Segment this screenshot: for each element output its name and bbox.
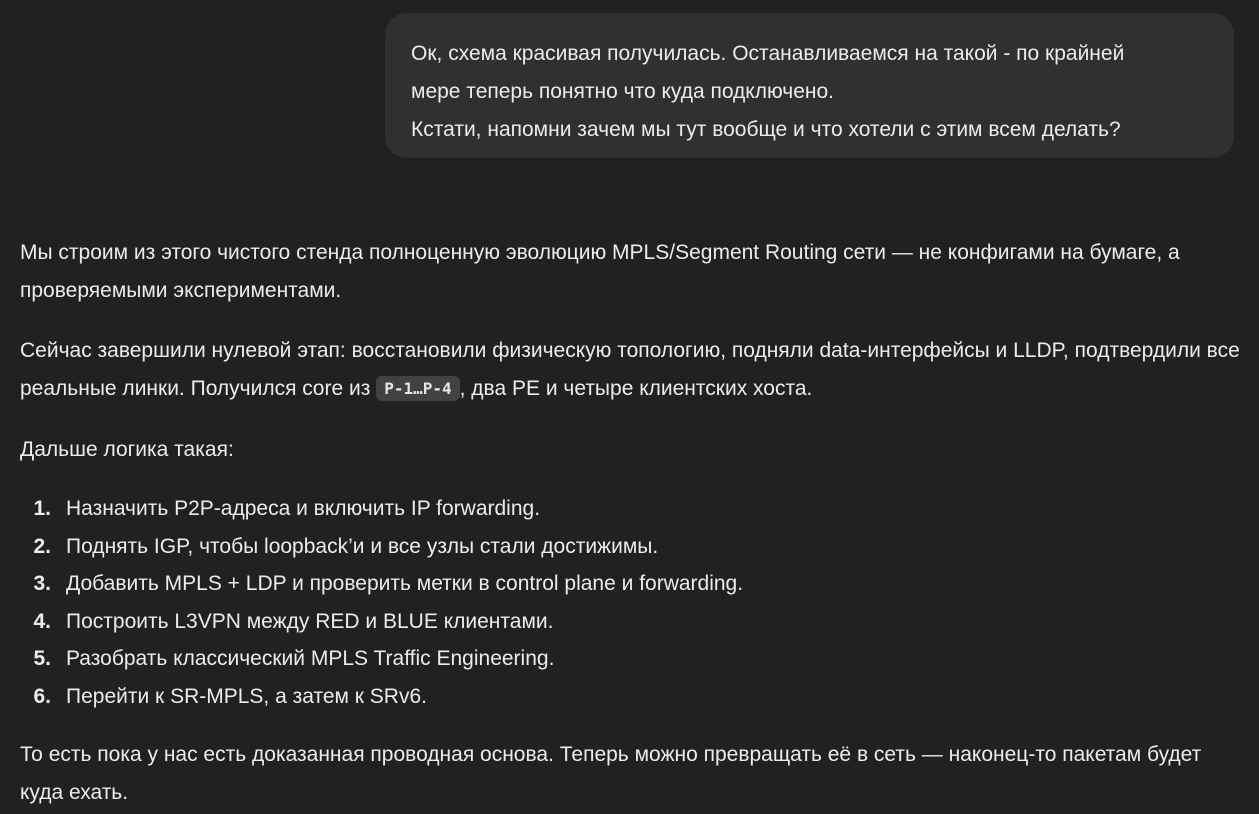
list-item [20,678,1245,716]
steps-list [20,490,1245,715]
list-item-number: 5. [33,647,51,670]
status-text-after: , два PE и четыре клиентских хоста. [459,377,813,400]
assistant-paragraph-intro: Мы строим из этого чистого стенда полноценную эволюцию MPLS/Segment Routing сети — не конфигами на бумаге, а проверяемыми экспериментами. [20,241,1180,302]
list-item-number: 2. [33,534,51,558]
user-message-line: Ок, схема красивая получилась. Останавливаемся на такой - по крайней [411,42,1125,65]
list-item-text: Поднять IGP, чтобы loopback’и и все узлы стали достижимы. [66,534,659,558]
status-text-before: Сейчас завершили нулевой этап: восстановили физическую топологию, подняли data-интерфейсы и LLDP, подтвердили все реальные линки. Получился core из [20,339,1240,400]
list-item-text: Построить L3VPN между RED и BLUE клиентами. [66,609,554,633]
user-message-line: Кстати, напомни зачем мы тут вообще и что хотели с этим всем делать? [411,118,1121,141]
list-item [20,640,1245,678]
assistant-message [20,234,1245,812]
list-item-text: Разобрать классический MPLS Traffic Engineering. [66,647,555,670]
inline-code-node-range: P-1…P-4 [376,376,459,401]
list-item [20,528,1245,566]
list-item-number: 3. [33,572,51,595]
list-item-text: Добавить MPLS + LDP и проверить метки в control plane и forwarding. [66,572,744,595]
list-item-number: 1. [33,497,51,520]
list-item-text: Перейти к SR-MPLS, а затем к SRv6. [66,684,427,708]
list-item [20,565,1245,603]
list-item-number: 6. [33,684,51,708]
list-item-text: Назначить P2P-адреса и включить IP forwarding. [66,497,541,520]
list-item [20,490,1245,528]
assistant-paragraph-status [20,332,1245,409]
assistant-paragraph-logic: Дальше логика такая: [20,438,234,461]
list-item-number: 4. [33,609,51,633]
list-item [20,603,1245,641]
user-message-bubble [385,13,1234,158]
user-message-line: мере теперь понятно что куда подключено. [411,80,834,103]
assistant-paragraph-conclusion: То есть пока у нас есть доказанная проводная основа. Теперь можно превращать её в сеть — наконец-то пакетам будет куда ехать. [20,743,1202,804]
